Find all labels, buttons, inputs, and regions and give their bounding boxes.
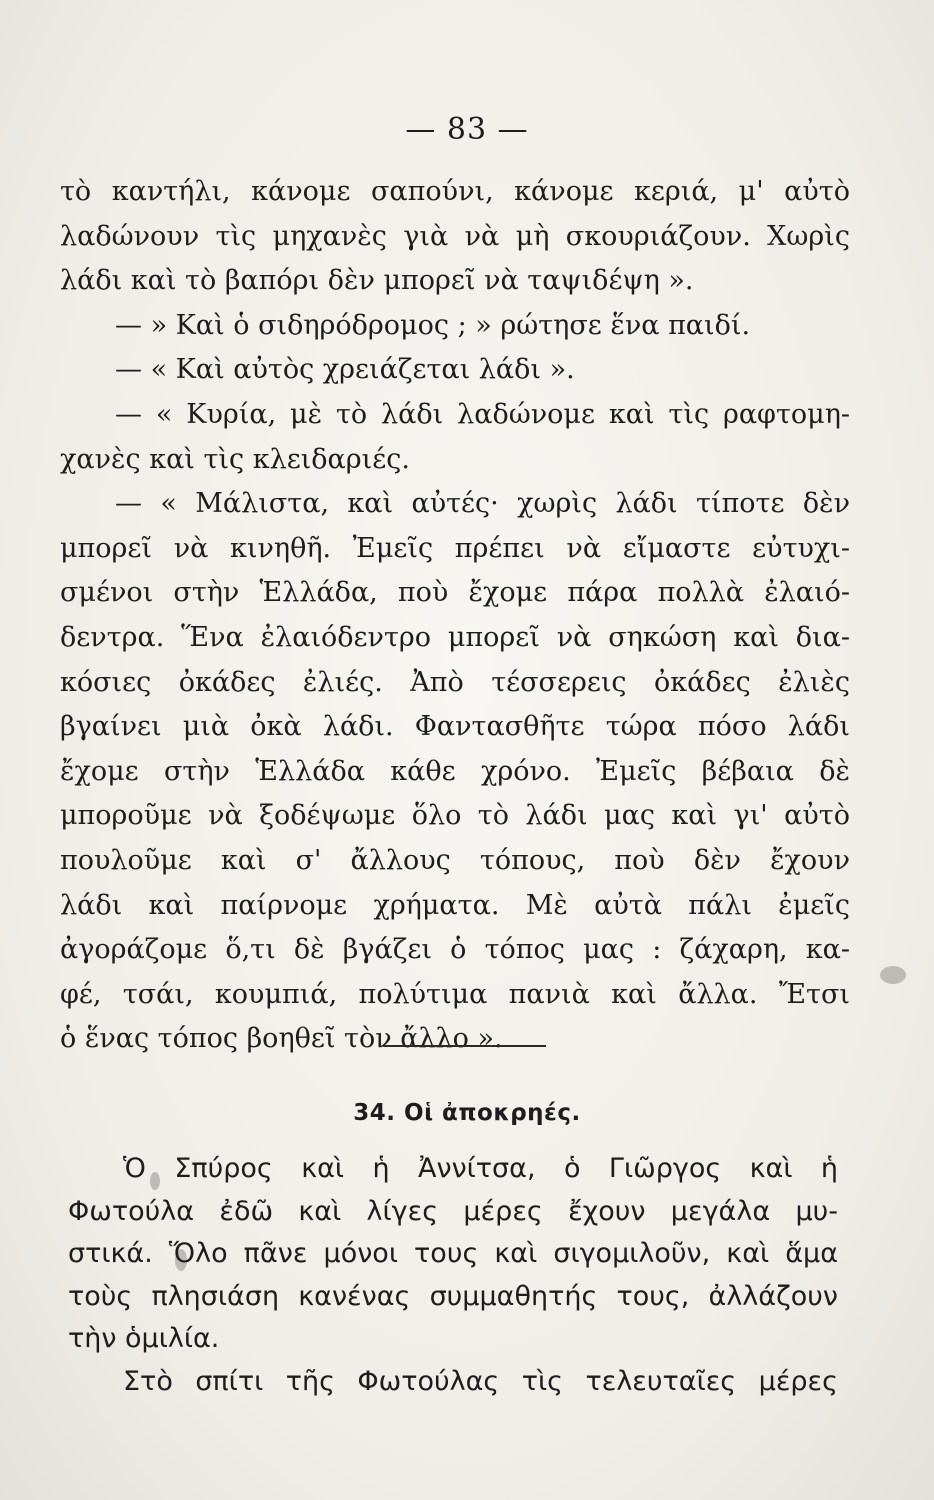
text-line-11: δεντρα. Ἕνα ἐλαιόδεντρο μπορεῖ νὰ σηκώση καὶ δια- [60,621,850,653]
section-line-1: Ὁ Σπύρος καὶ ἡ Ἀννίτσα, ὁ Γιῶργος καὶ ἡ [123,1153,838,1184]
section-line-2: Φωτούλα ἐδῶ καὶ λίγες μέρες ἔχουν μεγάλα μυ- [68,1195,838,1227]
text-line-1: τὸ καντήλι, κάνομε σαπούνι, κάνομε κεριά, μ' αὐτὸ [60,176,850,207]
ink-smudge [175,1249,187,1271]
text-line-5: — « Καὶ αὐτὸς χρειάζεται λάδι ». [115,354,575,386]
section-divider [383,1045,546,1047]
text-line-10: σμένοι στὴν Ἑλλάδα, ποὺ ἔχομε πάρα πολλὰ ἐλαιό- [60,577,850,609]
section-line-3: στικά. Ὅλο πᾶνε μόνοι τους καὶ σιγομιλοῦν, καὶ ἅμα [68,1238,838,1269]
ink-smudge [150,1172,160,1190]
text-line-12: κόσιες ὀκάδες ἐλιές. Ἀπὸ τέσσερεις ὀκάδες ἐλιὲς [60,666,850,698]
ink-smudge [880,966,906,984]
text-line-20: ὁ ἕνας τόπος βοηθεῖ τὸν ἄλλο ». [60,1023,503,1055]
section-paragraph [68,1148,838,1403]
text-line-8: — « Μάλιστα, καὶ αὐτές· χωρὶς λάδι τίποτε δὲν [115,488,850,520]
text-line-18: ἀγοράζομε ὅ,τι δὲ βγάζει ὁ τόπος μας : ζάχαρη, κα- [60,934,850,966]
page-number: — 83 — [405,112,529,147]
text-line-13: βγαίνει μιὰ ὀκὰ λάδι. Φαντασθῆτε τώρα πόσο λάδι [60,711,850,743]
text-line-7: χανὲς καὶ τὶς κλειδαριές. [60,443,410,475]
text-line-15: μποροῦμε νὰ ξοδέψωμε ὅλο τὸ λάδι μας καὶ γι' αὐτὸ [60,800,850,832]
text-line-4: — » Καὶ ὁ σιδηρόδρομος ; » ρώτησε ἕνα παιδί. [115,309,751,341]
dialogue-paragraph [60,170,850,1062]
text-line-16: πουλοῦμε καὶ σ' ἄλλους τόπους, ποὺ δὲν ἔχουν [60,844,850,876]
section-line-6: Στὸ σπίτι τῆς Φωτούλας τὶς τελευταῖες μέρες [123,1365,838,1397]
text-line-2: λαδώνουν τὶς μηχανὲς γιὰ νὰ μὴ σκουριάζουν. Χωρὶς [60,220,850,252]
section-line-4: τοὺς πλησιάση κανένας συμμαθητής τους, ἀλλάζουν [68,1280,838,1312]
section-line-5: τὴν ὁμιλία. [68,1323,220,1354]
text-line-19: φέ, τσάι, κουμπιά, πολύτιμα πανιὰ καὶ ἄλλα. Ἔτσι [60,978,850,1010]
text-line-3: λάδι καὶ τὸ βαπόρι δὲν μπορεῖ νὰ ταψιδέψη ». [60,265,694,297]
text-line-17: λάδι καὶ παίρνομε χρήματα. Μὲ αὐτὰ πάλι ἐμεῖς [60,889,850,921]
text-line-6: — « Κυρία, μὲ τὸ λάδι λαδώνομε καὶ τὶς ραφτομη- [115,398,850,430]
text-line-9: μπορεῖ νὰ κινηθῆ. Ἐμεῖς πρέπει νὰ εἴμαστε εὐτυχι- [60,532,850,564]
section-heading: 34. Οἱ ἀποκρηές. [353,1100,581,1126]
text-line-14: ἔχομε στὴν Ἑλλάδα κάθε χρόνο. Ἐμεῖς βέβαια δὲ [60,755,850,787]
